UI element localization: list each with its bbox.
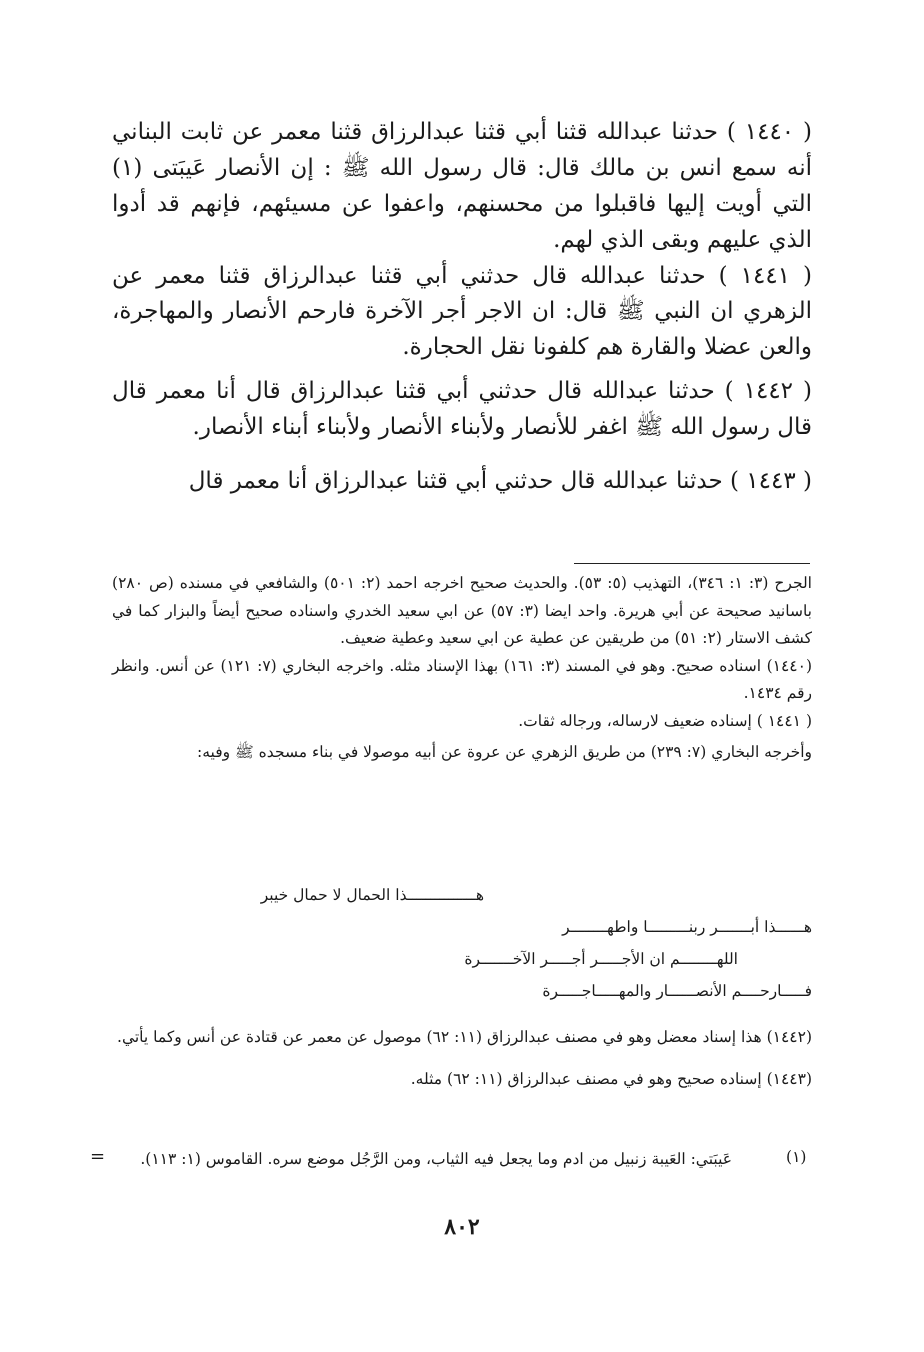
- poem-line-2: هــــــذا أبـــــــر ربنـــــــــا واطهــــــــر: [562, 918, 812, 936]
- hadith-1441: ( ١٤٤١ ) حدثنا عبدالله قال حدثني أبي قثنا عبدالرزاق قثنا معمر عن الزهري ان النبي ﷺ قال: ان الاجر أجر الآخرة فارحم الأنصار والمهاجرة، والعن عضلا والقارة هم كلفونا نقل الحجارة.: [112, 262, 812, 361]
- footnotes-top: [112, 570, 812, 767]
- hadith-1442: ( ١٤٤٢ ) حدثنا عبدالله قال حدثني أبي قثنا عبدالرزاق قال أنا معمر قال قال رسول الله ﷺ اغفر للأنصار ولأبناء الأنصار ولأبناء أبناء الأنصار.: [112, 378, 812, 440]
- hadith-1440: ( ١٤٤٠ ) حدثنا عبدالله قثنا أبي قثنا عبدالرزاق قثنا معمر عن ثابت البناني أنه سمع انس بن مالك قال: قال رسول الله ﷺ : إن الأنصار عَيبَتى (١) التي أويت إليها فاقبلوا من محسنهم، واعفوا عن مسيئهم، فإنهم قد أدوا الذي عليهم وبقى الذي لهم.: [112, 119, 812, 253]
- note-1441-bukhari: وأخرجه البخاري (٧: ٢٣٩) من طريق الزهري عن عروة عن أبيه موصولا في بناء مسجده ﷺ وفيه:: [197, 743, 812, 762]
- note-continuation: الجرح (٣: ١: ٣٤٦)، التهذيب (٥: ٥٣). والحديث صحيح اخرجه احمد (٢: ٥٠١) والشافعي في مسنده (ص ٢٨٠) باسانيد صحيحة عن أبي هريرة. واحد ايضا (٣: ٥٧) عن ابي سعيد الخدري واسناده صحيح أيضاً والبزار كما في كشف الاستار (٢: ٥١) من طريقين عن عطية عن ابي سعيد وعطية ضعيف.: [112, 574, 812, 648]
- note-1440: (١٤٤٠) اسناده صحيح. وهو في المسند (٣: ١٦١) بهذا الإسناد مثله. واخرجه البخاري (٧: ١٢١) عن أنس. وانظر رقم ١٤٣٤.: [112, 656, 812, 703]
- main-text: [112, 115, 812, 500]
- footnote-1: عَيبَتي: العَيبة زنبيل من ادم وما يجعل فيه الثياب، ومن الرَّجُل موضع سره. القاموس (١: ١١٣).: [140, 1150, 732, 1168]
- footnotes-bottom: [112, 1024, 812, 1093]
- note-1441: ( ١٤٤١ ) إسناده ضعيف لارساله، ورجاله ثقات.: [518, 711, 812, 730]
- page-number: ٨٠٢: [444, 1214, 480, 1240]
- note-1442: (١٤٤٢) هذا إسناد معضل وهو في مصنف عبدالرزاق (١١: ٦٢) موصول عن معمر عن قتادة عن أنس وكما يأتي.: [117, 1028, 812, 1046]
- footnote-1-marker: (١): [786, 1148, 807, 1166]
- hadith-1443: ( ١٤٤٣ ) حدثنا عبدالله قال حدثني أبي قثنا عبدالرزاق أنا معمر قال: [188, 467, 812, 494]
- continuation-sign: =: [90, 1146, 106, 1167]
- poem-line-1: هـــــــــــــــذا الحمال لا حمال خيبر: [260, 886, 484, 904]
- footnote-separator: [574, 563, 810, 564]
- poem-line-4: فـــــارحــــم الأنصــــــار والمهـــــاجـــــرة: [542, 982, 812, 1000]
- poem-line-3: اللهــــــــم ان الأجـــــر أجـــــر الآخـــــــرة: [464, 950, 738, 968]
- note-1443: (١٤٤٣) إسناده صحيح وهو في مصنف عبدالرزاق (١١: ٦٢) مثله.: [410, 1069, 812, 1088]
